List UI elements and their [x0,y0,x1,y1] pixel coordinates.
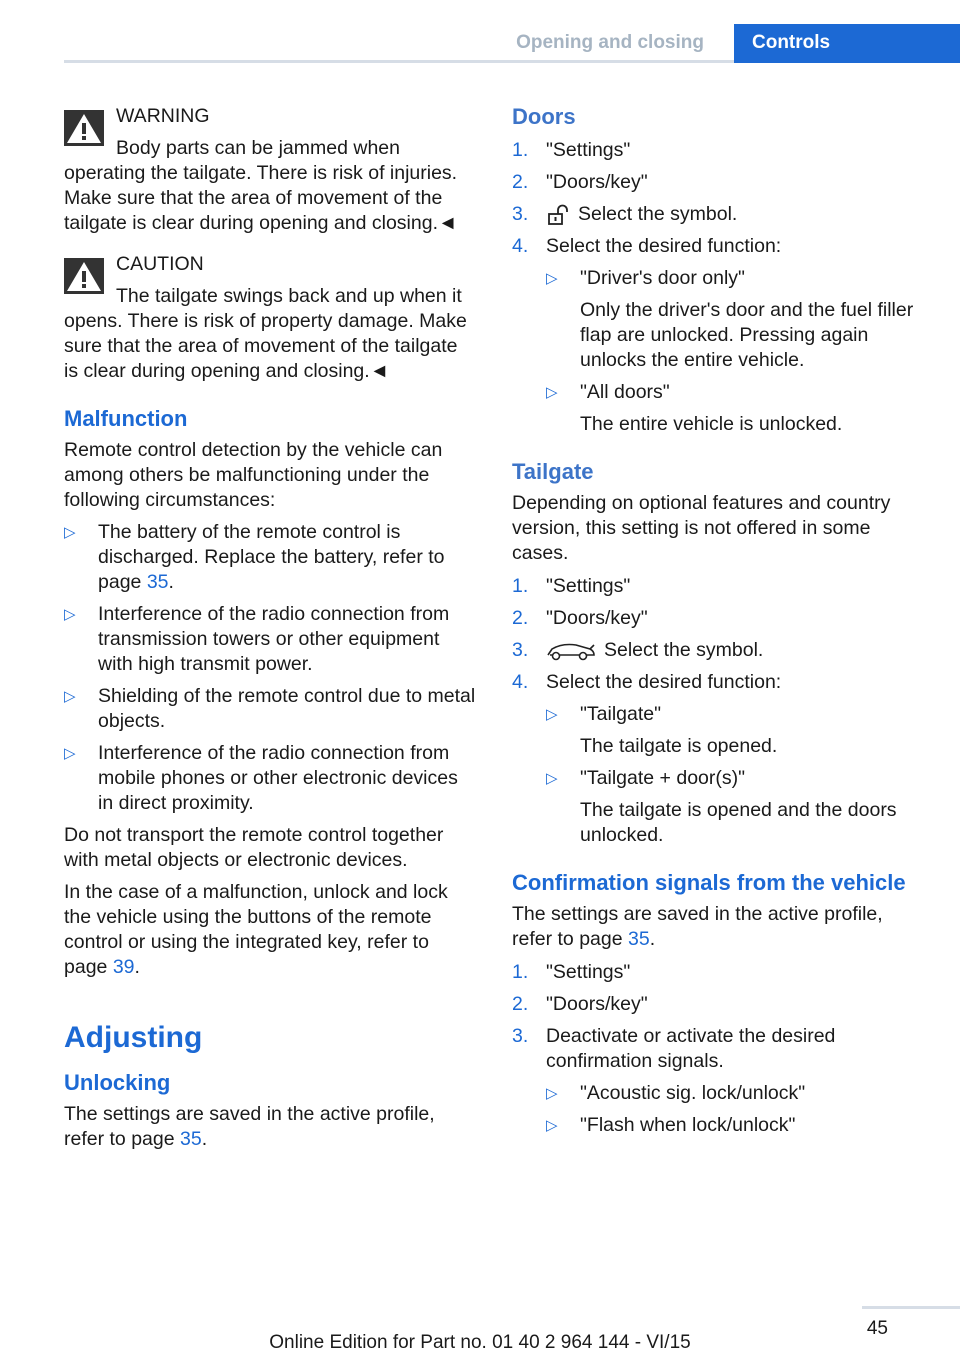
step-text: "Settings" [546,961,631,983]
option-title: "Tailgate" [580,703,662,725]
step-text: "Settings" [546,575,631,597]
step-text: Deactivate or activate the desired confirmation signals. [546,1025,836,1072]
caution-title: CAUTION [116,253,204,275]
left-column [64,104,476,1159]
adjusting-heading: Adjusting [64,1021,203,1054]
option-desc: Only the driver's door and the fuel filler flap are unlocked. Pressing again unlocks the entire vehicle. [580,299,914,371]
list-item-text: Interference of the radio connection from mobile phones or other electronic devices in direct proximity. [98,742,458,814]
step-text: "Doors/key" [546,171,648,193]
tailgate-steps [512,574,924,848]
caution-notice [64,252,476,384]
step-number: 3. [512,639,529,661]
para-text: In the case of a malfunction, unlock and lock the vehicle using the buttons of the remote control or using the integrated key, refer to page [64,881,448,978]
step-number: 1. [512,139,529,161]
triangle-bullet-icon: ▷ [546,706,558,723]
triangle-bullet-icon: ▷ [64,745,76,762]
triangle-bullet-icon: ▷ [546,770,558,787]
confirmation-options [546,1081,924,1138]
step-number: 3. [512,203,529,225]
list-item [64,602,476,677]
footer-rule [862,1306,960,1309]
tailgate-heading: Tailgate [512,459,594,484]
option-desc: The entire vehicle is unlocked. [580,413,843,435]
warning-title: WARNING [116,105,210,127]
list-item [512,670,924,848]
car-tailgate-icon [546,641,596,661]
step-text: Select the symbol. [604,639,764,661]
list-item [512,992,924,1017]
page-number: 45 [866,1318,888,1339]
warning-notice [64,104,476,236]
malfunction-intro: Remote control detection by the vehicle can among others be malfunctioning under the following circumstances: [64,439,443,511]
right-column [512,104,924,1145]
list-item-tail: . [168,571,174,593]
warning-triangle-icon [64,110,104,146]
confirmation-intro [512,902,924,952]
step-text: Select the desired function: [546,671,782,693]
step-text: "Doors/key" [546,993,648,1015]
para-tail: . [201,1128,208,1150]
triangle-bullet-icon: ▷ [64,524,76,541]
step-number: 1. [512,575,529,597]
header-chapter-tab[interactable]: Controls [734,24,960,63]
confirmation-steps [512,960,924,1138]
doors-steps [512,138,924,437]
list-item [546,1081,924,1106]
para-tail: . [649,928,656,950]
step-text: Select the desired function: [546,235,782,257]
warning-text: Body parts can be jammed when operating the tailgate. There is risk of injuries. Make sure that the area of movement of the tailgate is clear during opening and closing.◄ [64,137,458,234]
option-title: "All doors" [580,381,670,403]
tailgate-intro: Depending on optional features and country version, this setting is not offered in some cases. [512,492,891,564]
step-number: 1. [512,961,529,983]
tailgate-options [546,702,924,848]
step-number: 2. [512,171,529,193]
list-item [512,638,924,663]
step-number: 3. [512,1025,529,1047]
doors-options [546,266,924,437]
malfunction-para-1: Do not transport the remote control together with metal objects or electronic devices. [64,824,444,871]
triangle-bullet-icon: ▷ [64,606,76,623]
caution-text: The tailgate swings back and up when it opens. There is risk of property damage. Make sure that the area of movement of the tailgate is clear during opening and closing.◄ [64,285,467,382]
list-item [64,684,476,734]
triangle-bullet-icon: ▷ [546,270,558,287]
malfunction-list [64,520,476,816]
doors-heading: Doors [512,104,576,129]
list-item [512,138,924,163]
malfunction-para-2 [64,880,476,980]
list-item [546,1113,924,1138]
step-text: Select the symbol. [578,203,738,225]
malfunction-heading: Malfunction [64,406,188,431]
page-link[interactable]: 39 [112,956,135,978]
list-item [546,702,924,759]
option-desc: The tailgate is opened and the doors unlocked. [580,799,897,846]
unlocking-text [64,1102,476,1152]
step-number: 4. [512,235,529,257]
step-number: 2. [512,993,529,1015]
triangle-bullet-icon: ▷ [546,1085,558,1102]
step-number: 4. [512,671,529,693]
list-item [64,741,476,816]
list-item [512,202,924,227]
para-text: The settings are saved in the active profile, refer to page [64,1103,435,1150]
list-item [512,170,924,195]
unlock-padlock-icon [546,204,570,226]
confirmation-heading: Confirmation signals from the vehicle [512,870,906,895]
header-section-title: Opening and closing [516,32,704,53]
list-item [512,234,924,437]
caution-triangle-icon [64,258,104,294]
option-title: "Tailgate + door(s)" [580,767,746,789]
list-item [64,520,476,595]
list-item [546,766,924,848]
para-tail: . [134,956,140,978]
option-desc: The tailgate is opened. [580,735,778,757]
list-item [546,266,924,373]
page-link[interactable]: 35 [180,1128,202,1150]
list-item [512,1024,924,1138]
list-item [512,606,924,631]
list-item-text: Shielding of the remote control due to metal objects. [98,685,476,732]
option-title: "Driver's door only" [580,267,745,289]
para-text: The settings are saved in the active profile, refer to page [512,903,883,950]
list-item [546,380,924,437]
triangle-bullet-icon: ▷ [64,688,76,705]
list-item-text: Interference of the radio connection from transmission towers or other equipment with high transmit power. [98,603,450,675]
page-link[interactable]: 35 [146,571,169,593]
edition-footer: Online Edition for Part no. 01 40 2 964 144 - VI/15 [269,1332,691,1353]
page-header [0,24,960,62]
triangle-bullet-icon: ▷ [546,1117,558,1134]
triangle-bullet-icon: ▷ [546,384,558,401]
option-title: "Flash when lock/unlock" [580,1114,796,1136]
step-text: "Doors/key" [546,607,648,629]
option-title: "Acoustic sig. lock/unlock" [580,1082,806,1104]
step-text: "Settings" [546,139,631,161]
list-item-text: The battery of the remote control is discharged. Replace the battery, refer to page [98,521,445,593]
list-item [512,960,924,985]
list-item [512,574,924,599]
unlocking-heading: Unlocking [64,1070,171,1095]
page-link[interactable]: 35 [628,928,650,950]
step-number: 2. [512,607,529,629]
